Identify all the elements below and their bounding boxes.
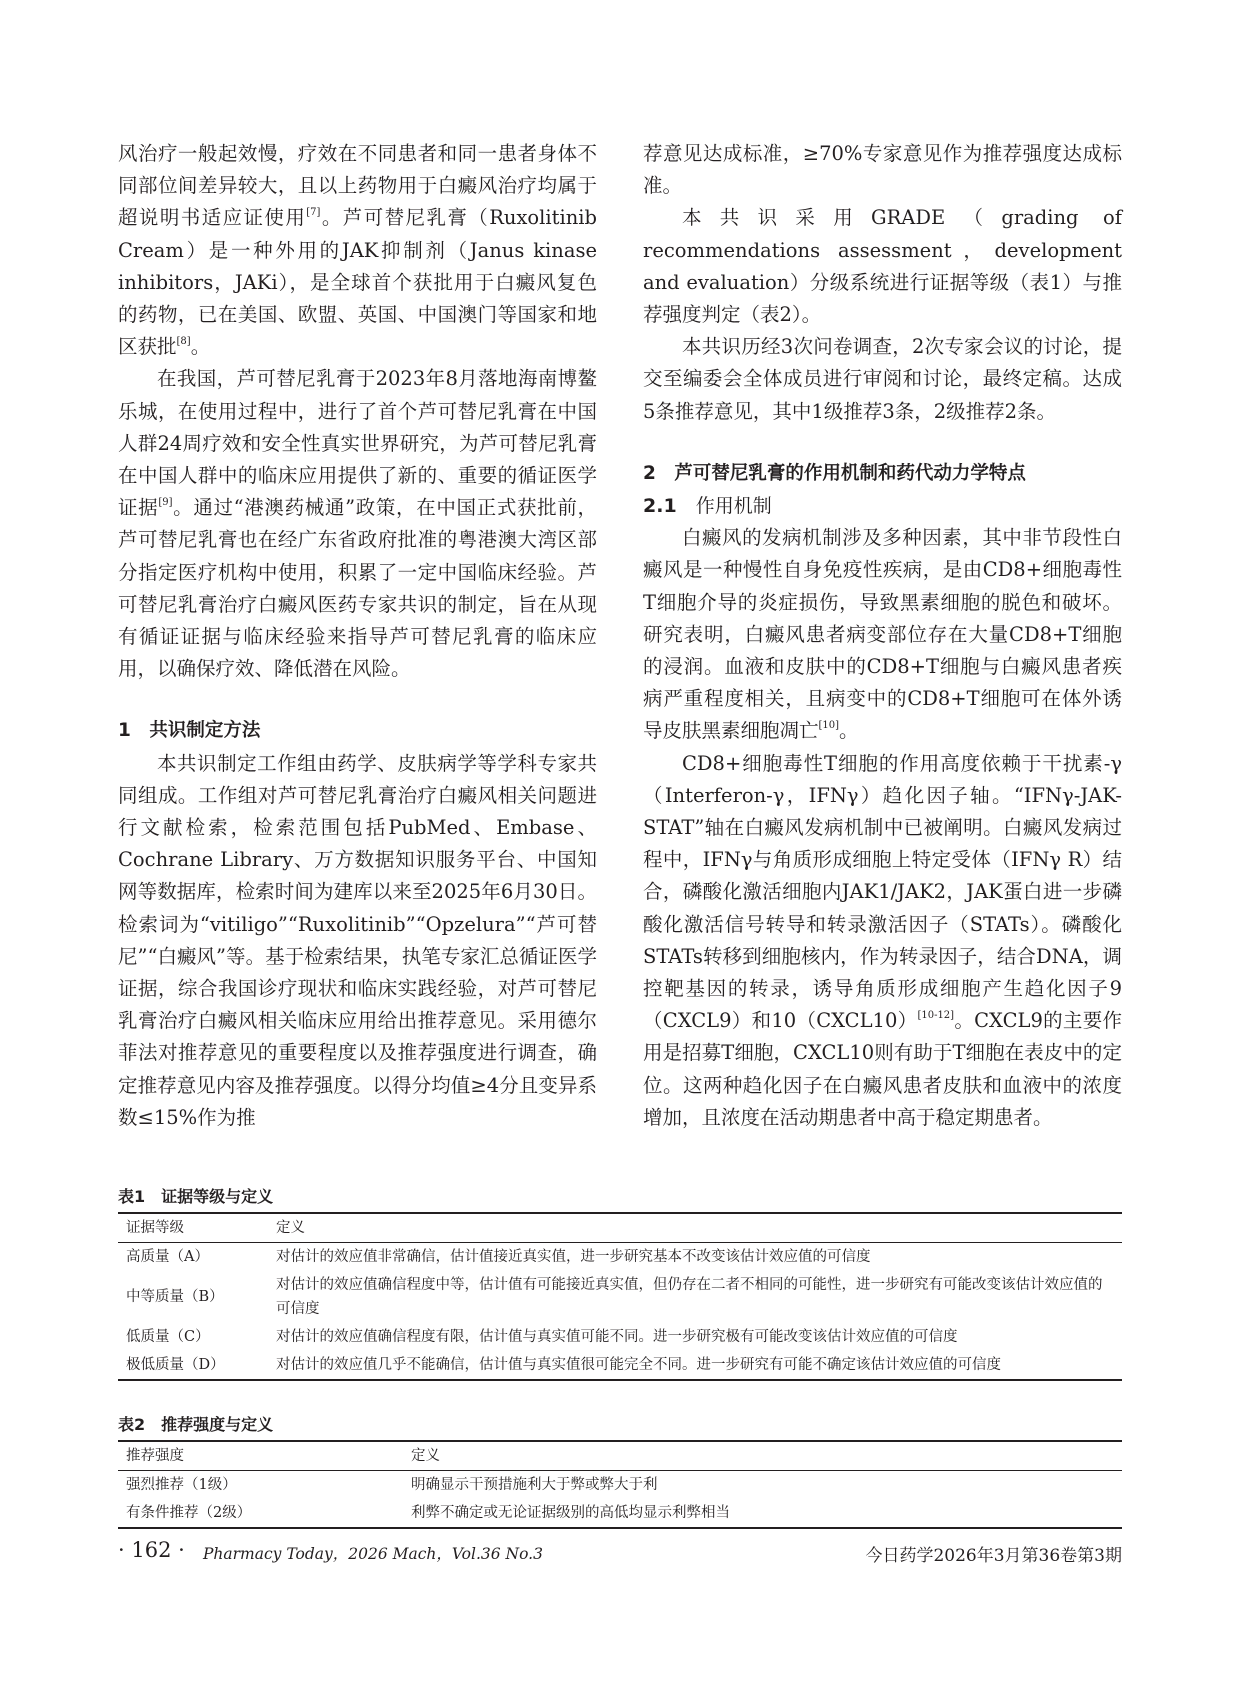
right-column	[643, 138, 1122, 1134]
journal-name-chinese: 今日药学2026年3月第36卷第3期	[865, 1546, 1122, 1566]
table-row	[118, 1471, 1122, 1500]
table-row	[118, 1323, 1122, 1351]
table-cell: 中等质量（B）	[126, 1289, 224, 1305]
subsection-title: 作用机制	[695, 495, 772, 518]
section-heading: 1 共识制定方法	[118, 720, 261, 742]
section-heading: 2 芦可替尼乳膏的作用机制和药代动力学特点	[643, 462, 1026, 484]
recommendation-strength-table	[118, 1440, 1122, 1529]
paragraph-text: CD8+细胞毒性T细胞的作用高度依赖于干扰素-γ（Interferon-γ，IFNγ）趋化因子轴。“IFNγ-JAK-STAT”轴在白癜风发病机制中已被阐明。白癜风发病过程中，IFNγ与角质形成细胞上特定受体（IFNγ R）结合，磷酸化激活细胞内JAK1/JAK2，JAK蛋白进一步磷酸化激活信号转导和转录激活因子（STATs）。磷酸化STATs转移到细胞核内，作为转录因子，结合DNA，调控靶基因的转录，诱导角质形成细胞产生趋化因子9（CXCL9）和10（CXCL10）	[643, 751, 1122, 1033]
table-row	[118, 1243, 1122, 1272]
paragraph-text: 风治疗一般起效慢，疗效在不同患者和同一患者身体不同部位间差异较大，且以上药物用于白癜风治疗均属于超说明书适应证使用	[118, 142, 597, 230]
column-header: 定义	[276, 1220, 305, 1236]
table-cell: 对估计的效应值确信程度中等，估计值有可能接近真实值，但仍存在二者不相同的可能性，进一步研究有可能改变该估计效应值的可信度	[276, 1277, 1103, 1317]
citation-ref: [7]	[306, 207, 321, 219]
paragraph: 本共识制定工作组由药学、皮肤病学等学科专家共同组成。工作组对芦可替尼乳膏治疗白癜风相关问题进行文献检索，检索范围包括PubMed、Embase、Cochrane Library、万方数据知识服务平台、中国知网等数据库，检索时间为建库以来至2025年6月30日。检索词为“vitiligo”“Ruxolitinib”“Opzelura”“芦可替尼”“白癜风”等。基于检索结果，执笔专家汇总循证医学证据，综合我国诊疗现状和临床实践经验，对芦可替尼乳膏治疗白癜风相关临床应用给出推荐意见。采用德尔菲法对推荐意见的重要程度以及推荐强度进行调查，确定推荐意见内容及推荐强度。以得分均值≥4分且变异系数≤15%作为推	[118, 751, 597, 1129]
paragraph-text: 白癜风的发病机制涉及多种因素，其中非节段性白癜风是一种慢性自身免疫性疾病，是由CD8+细胞毒性T细胞介导的炎症损伤，导致黑素细胞的脱色和破坏。研究表明，白癜风患者病变部位存在大量CD8+T细胞的浸润。血液和皮肤中的CD8+T细胞与白癜风患者疾病严重程度相关，且病变中的CD8+T细胞可在体外诱导皮肤黑素细胞凋亡	[643, 526, 1122, 743]
page-number: · 162 ·	[118, 1538, 185, 1562]
table-cell: 高质量（A）	[126, 1249, 209, 1265]
paragraph-text: 。芦可替尼乳膏（Ruxolitinib Cream）是一种外用的JAK抑制剂（Janus kinase inhibitors，JAKi），是全球首个获批用于白癜风复色的药物，已在美国、欧盟、英国、中国澳门等国家和地区获批	[118, 206, 597, 359]
column-header: 定义	[411, 1448, 440, 1464]
table-row	[118, 1499, 1122, 1528]
paragraph: 荐意见达成标准，≥70%专家意见作为推荐强度达成标准。	[643, 142, 1122, 198]
paragraph	[118, 138, 597, 363]
citation-ref: [8]	[176, 336, 191, 348]
citation-ref: [9]	[158, 497, 173, 509]
table-cell: 对估计的效应值非常确信，估计值接近真实值，进一步研究基本不改变该估计效应值的可信度	[276, 1249, 871, 1265]
table-cell: 明确显示干预措施利大于弊或弊大于利	[411, 1477, 658, 1493]
column-header: 推荐强度	[126, 1448, 184, 1464]
table-cell: 低质量（C）	[126, 1329, 210, 1345]
evidence-level-table	[118, 1212, 1122, 1381]
paragraph: 本共识采用GRADE（grading of recommendations assessment，development and evaluation）分级系统进行证据等级（表1）与推荐强度判定（表2）。	[643, 206, 1122, 327]
citation-ref: [10]	[818, 720, 840, 732]
subsection-number: 2.1	[643, 495, 677, 518]
table-cell: 利弊不确定或无论证据级别的高低均显示利弊相当	[411, 1505, 730, 1521]
table-cell: 对估计的效应值确信程度有限，估计值与真实值可能不同。进一步研究极有可能改变该估计效应值的可信度	[276, 1329, 958, 1345]
table-cell: 强烈推荐（1级）	[126, 1477, 237, 1493]
table-header-row	[118, 1213, 1122, 1243]
paragraph: 本共识历经3次问卷调查，2次专家会议的讨论，提交至编委会全体成员进行审阅和讨论，最终定稿。达成5条推荐意见，其中1级推荐3条，2级推荐2条。	[643, 335, 1122, 423]
citation-ref: [10-12]	[917, 1010, 955, 1022]
paragraph	[643, 522, 1122, 747]
column-header: 证据等级	[126, 1220, 184, 1236]
paragraph-text: 。	[839, 719, 859, 743]
subsection-heading	[643, 490, 1122, 522]
table1-caption: 表1 证据等级与定义	[118, 1187, 274, 1206]
table-cell: 极低质量（D）	[126, 1357, 225, 1373]
paragraph-text: 。	[190, 335, 211, 359]
table-cell: 有条件推荐（2级）	[126, 1505, 252, 1521]
paragraph-text: 。CXCL9的主要作用是招募T细胞，CXCL10则有助于T细胞在表皮中的定位。这两种趋化因子在白癜风患者皮肤和血液中的浓度增加，且浓度在活动期患者中高于稳定期患者。	[643, 1009, 1122, 1129]
table-row	[118, 1351, 1122, 1380]
paragraph-text: 在我国，芦可替尼乳膏于2023年8月落地海南博鳌乐城，在使用过程中，进行了首个芦可替尼乳膏在中国人群24周疗效和安全性真实世界研究，为芦可替尼乳膏在中国人群中的临床应用提供了新的、重要的循证医学证据	[118, 367, 597, 520]
paragraph-text: 。通过“港澳药械通”政策，在中国正式获批前，芦可替尼乳膏也在经广东省政府批准的粤港澳大湾区部分指定医疗机构中使用，积累了一定中国临床经验。芦可替尼乳膏治疗白癜风医药专家共识的制定，旨在从现有循证证据与临床经验来指导芦可替尼乳膏的临床应用，以确保疗效、降低潜在风险。	[118, 496, 597, 681]
table-cell: 对估计的效应值几乎不能确信，估计值与真实值很可能完全不同。进一步研究有可能不确定该估计效应值的可信度	[276, 1357, 1001, 1373]
table-row	[118, 1271, 1122, 1323]
left-column	[118, 138, 597, 1134]
table-header-row	[118, 1441, 1122, 1471]
paragraph	[643, 748, 1122, 1134]
page-footer	[118, 1538, 1122, 1564]
paragraph	[118, 363, 597, 685]
table2-caption: 表2 推荐强度与定义	[118, 1415, 274, 1434]
journal-name: Pharmacy Today，2026 Mach，Vol.36 No.3	[203, 1545, 543, 1563]
